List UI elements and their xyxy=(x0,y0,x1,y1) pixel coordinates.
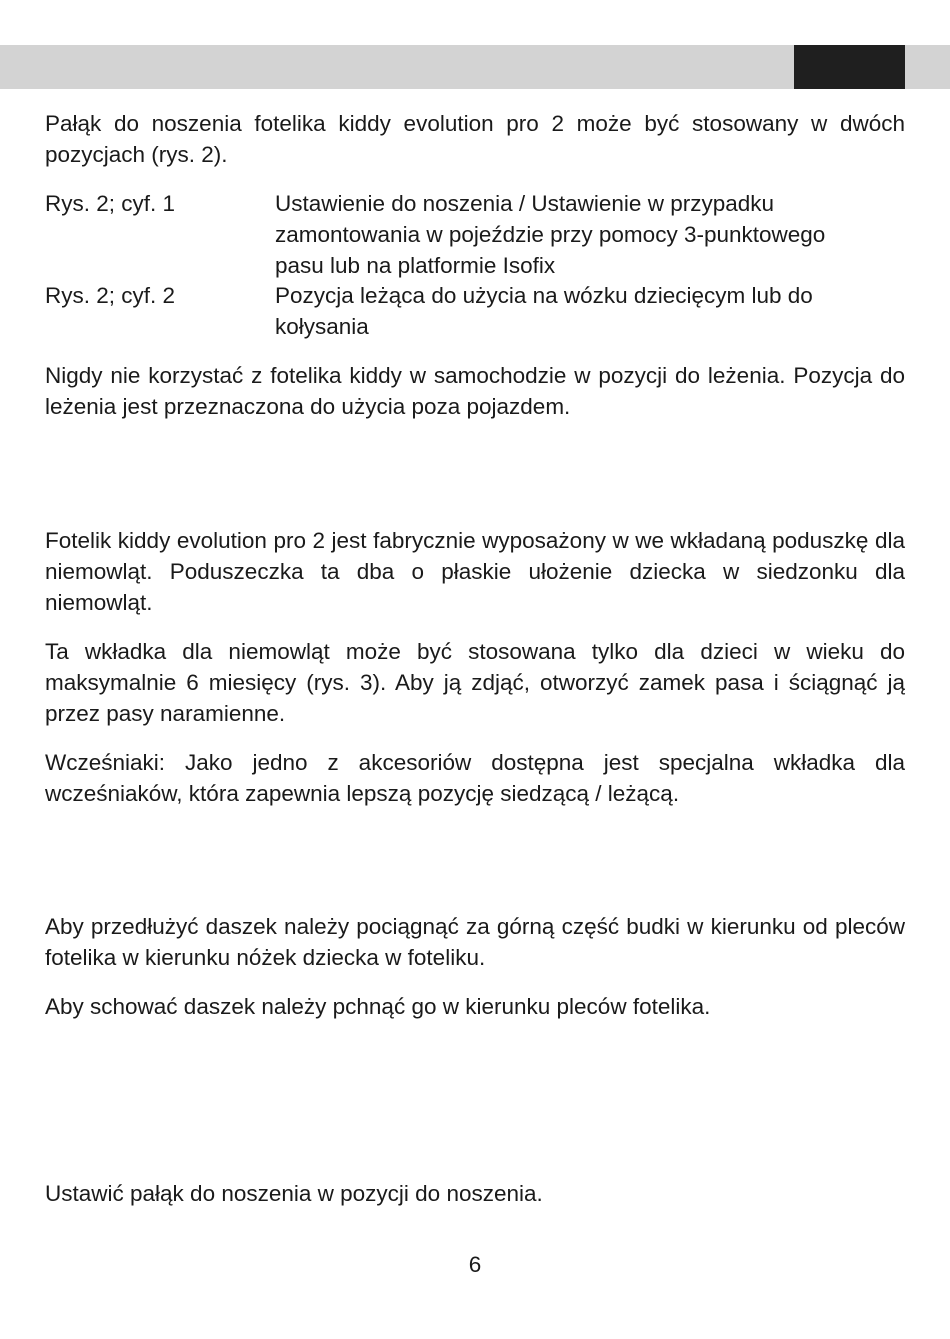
paragraph-lying-position-warning: Nigdy nie korzystać z fotelika kiddy w samochodzie w pozycji do leżenia. Pozycja do leżenia jest przeznaczona do użycia poza pojazdem. xyxy=(45,363,905,419)
definition-line: Pozycja leżąca do użycia na wózku dziecięcym lub do xyxy=(275,283,813,308)
page-number: 6 xyxy=(468,1252,482,1277)
definition-description xyxy=(275,280,905,342)
definition-line: kołysania xyxy=(275,314,369,339)
definition-term: Rys. 2; cyf. 1 xyxy=(45,191,176,216)
definition-description xyxy=(275,188,905,281)
paragraph-extend-canopy: Aby przedłużyć daszek należy pociągnąć za górną część budki w kierunku od pleców fotelika w kierunku nóżek dziecka w foteliku. xyxy=(45,914,905,970)
definition-line: pasu lub na platformie Isofix xyxy=(275,253,556,278)
definition-line: Ustawienie do noszenia / Ustawienie w przypadku xyxy=(275,191,775,216)
paragraph-set-carry-handle: Ustawić pałąk do noszenia w pozycji do noszenia. xyxy=(45,1181,543,1206)
definition-line: zamontowania w pojeździe przy pomocy 3-punktowego xyxy=(275,222,826,247)
header-tab-block xyxy=(794,45,905,89)
paragraph-retract-canopy: Aby schować daszek należy pchnąć go w kierunku pleców fotelika. xyxy=(45,994,711,1019)
paragraph-infant-insert-age: Ta wkładka dla niemowląt może być stosowana tylko dla dzieci w wieku do maksymalnie 6 miesięcy (rys. 3). Aby ją zdjąć, otworzyć zamek pasa i ściągnąć ją przez pasy naramienne. xyxy=(45,639,905,726)
paragraph-infant-insert: Fotelik kiddy evolution pro 2 jest fabrycznie wyposażony w we wkładaną poduszkę dla niemowląt. Poduszeczka ta dba o płaskie ułożenie dziecka w siedzonku dla niemowląt. xyxy=(45,528,905,615)
definition-term: Rys. 2; cyf. 2 xyxy=(45,283,176,308)
paragraph-premature-insert: Wcześniaki: Jako jedno z akcesoriów dostępna jest specjalna wkładka dla wcześniaków, która zapewnia lepszą pozycję siedzącą / leżącą. xyxy=(45,750,905,806)
paragraph-carry-handle-positions: Pałąk do noszenia fotelika kiddy evolution pro 2 może być stosowany w dwóch pozycjach (rys. 2). xyxy=(45,111,905,167)
